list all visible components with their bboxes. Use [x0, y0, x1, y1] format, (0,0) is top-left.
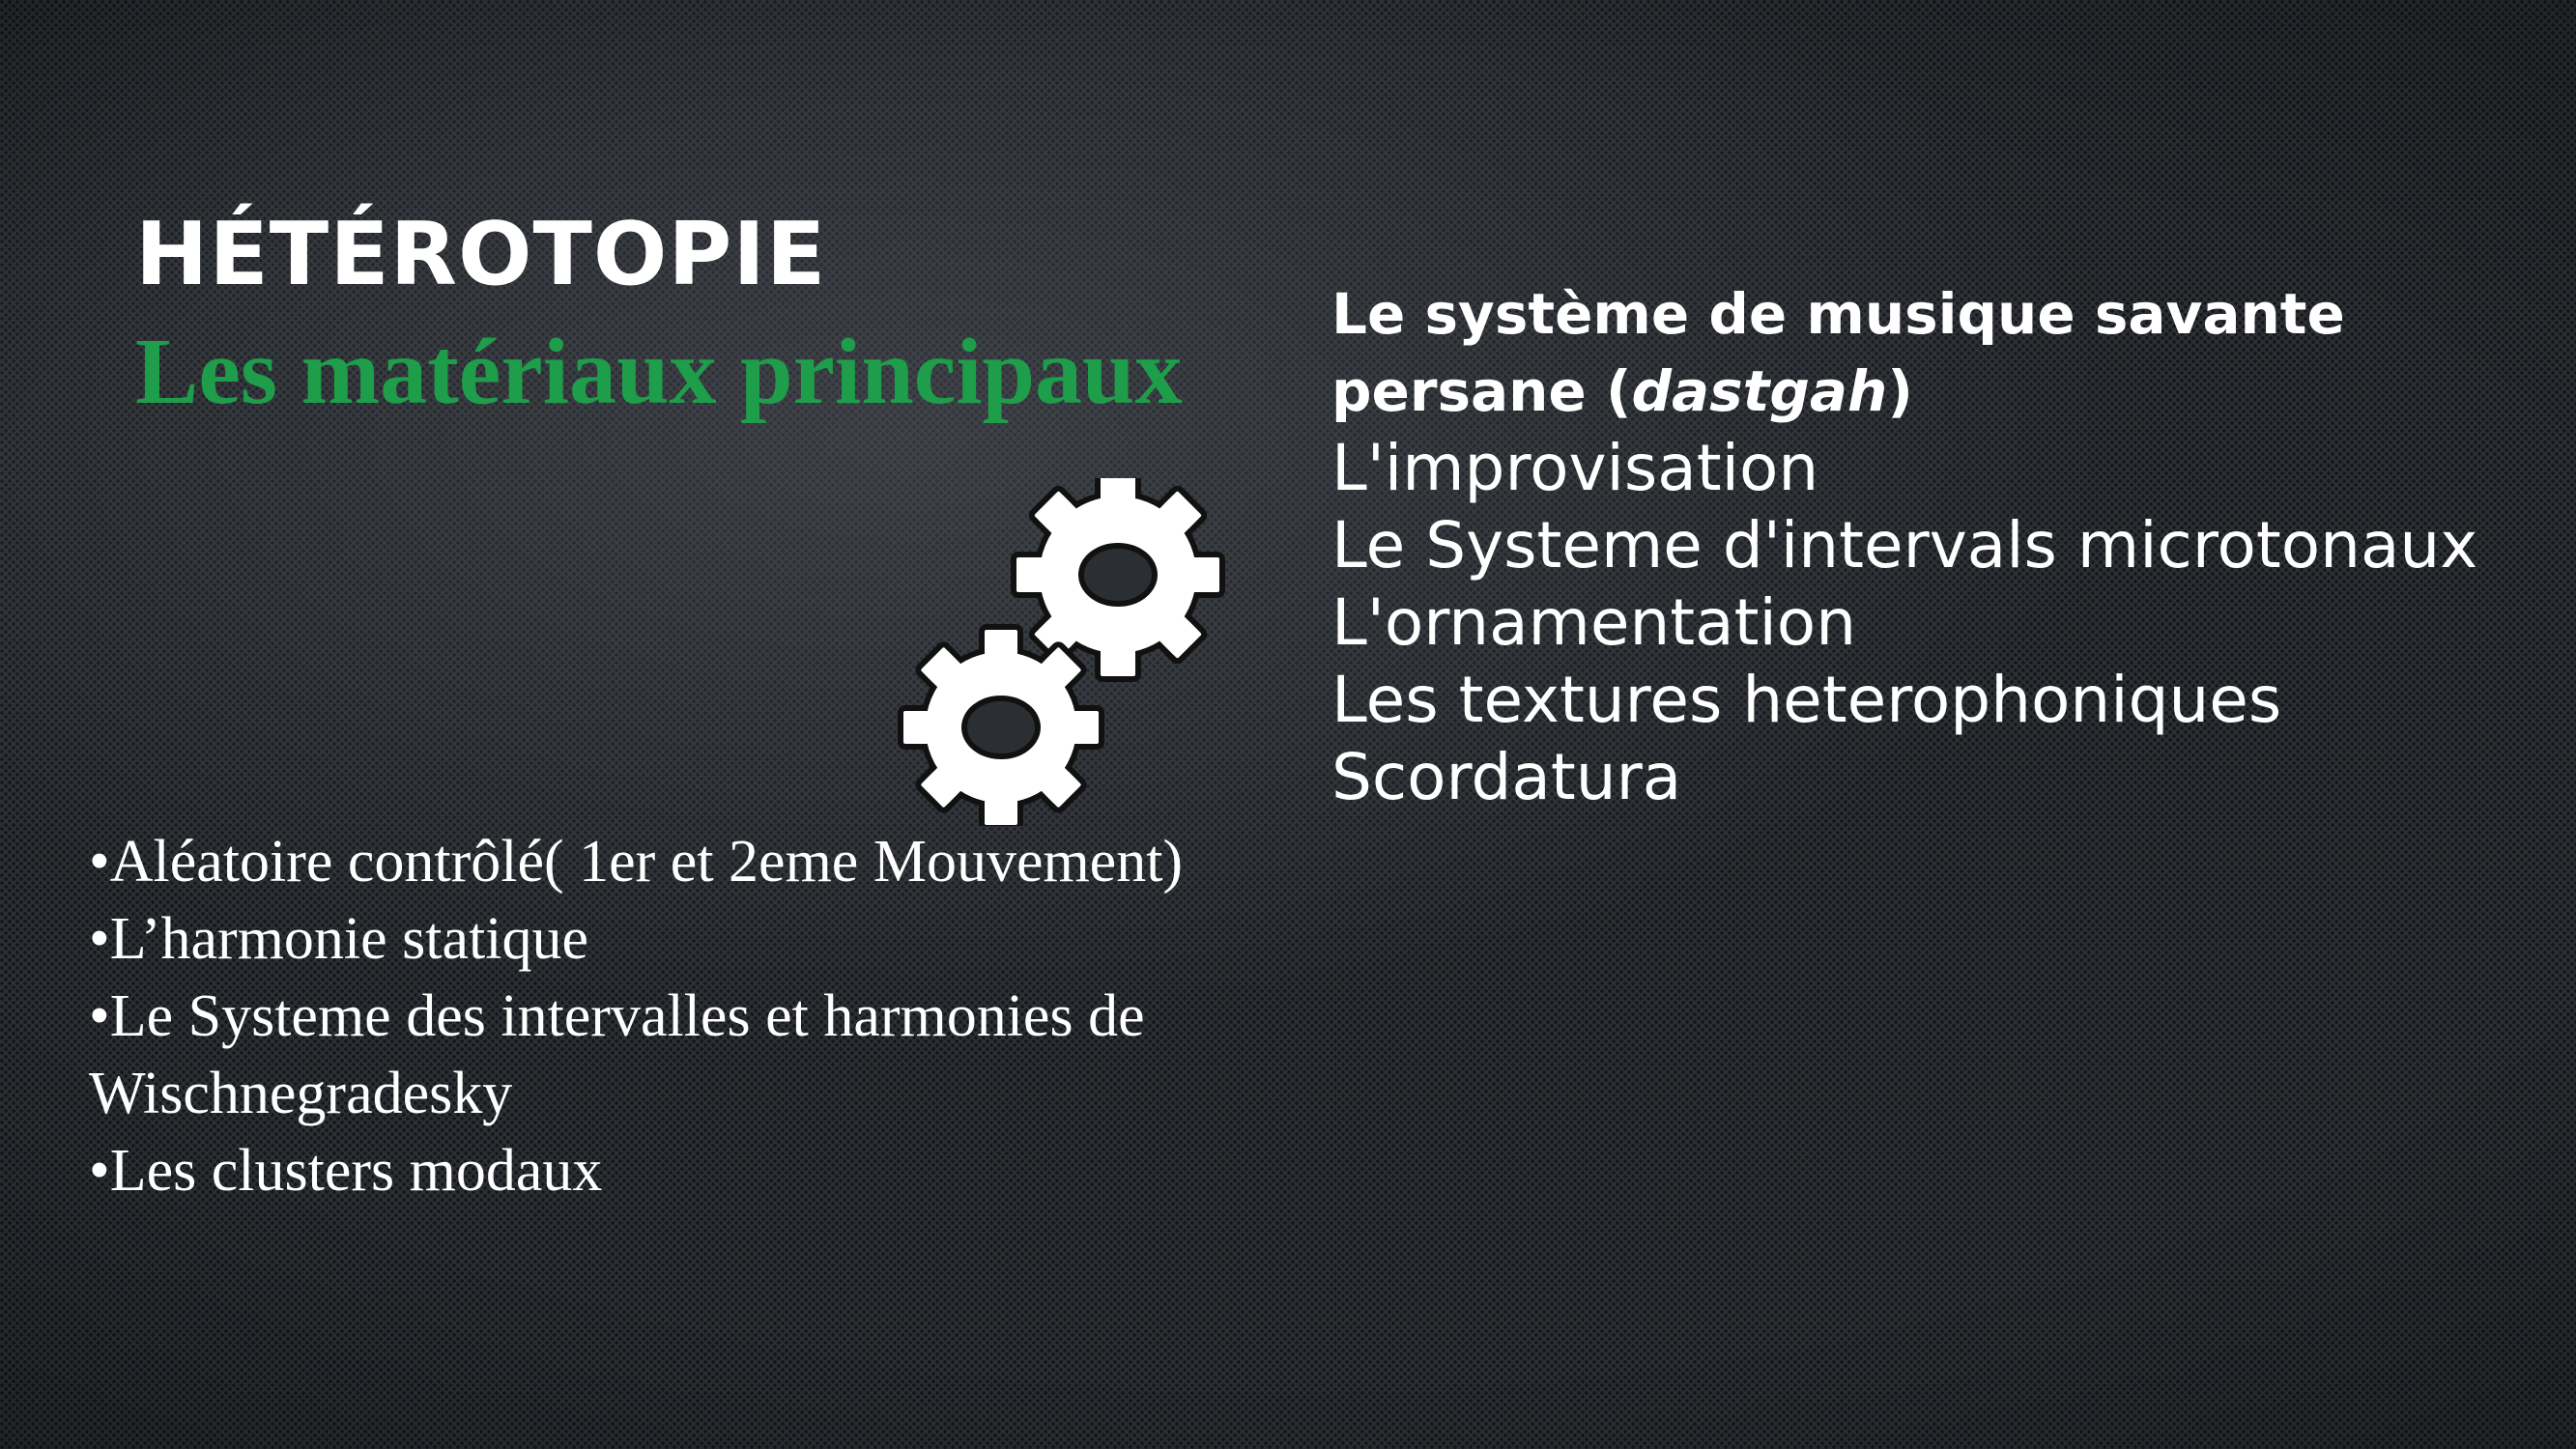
- left-bullet-list: [89, 823, 1248, 1209]
- bullet-item: •Les clusters modaux: [89, 1138, 603, 1204]
- list-lead-italic: dastgah: [1631, 358, 1888, 424]
- bullet-item: •L’harmonie statique: [89, 906, 589, 972]
- gear-small-icon: [901, 627, 1102, 826]
- list-lead: [1331, 275, 2520, 430]
- right-text-list: [1331, 275, 2520, 816]
- list-lead-text: Le système de musique savante persane (: [1331, 281, 2345, 424]
- bullet-item: •Le Systeme des intervalles et harmonies de Wischnegradesky: [89, 983, 1145, 1126]
- gears-icon: [884, 478, 1251, 826]
- bullet-item: •Aléatoire contrôlé( 1er et 2eme Mouvement): [89, 829, 1184, 895]
- gear-large-icon: [1014, 478, 1222, 679]
- slide-subtitle: Les matériaux principaux: [135, 320, 1183, 424]
- list-item: Les textures heterophoniques: [1331, 663, 2282, 737]
- list-item: L'improvisation: [1331, 431, 1819, 505]
- list-item: Le Systeme d'intervals microtonaux: [1331, 508, 2478, 582]
- list-item: Scordatura: [1331, 740, 1682, 814]
- slide-title: HÉTÉROTOPIE: [135, 204, 827, 305]
- list-item: L'ornamentation: [1331, 585, 1857, 660]
- list-lead-end: ): [1887, 358, 1913, 424]
